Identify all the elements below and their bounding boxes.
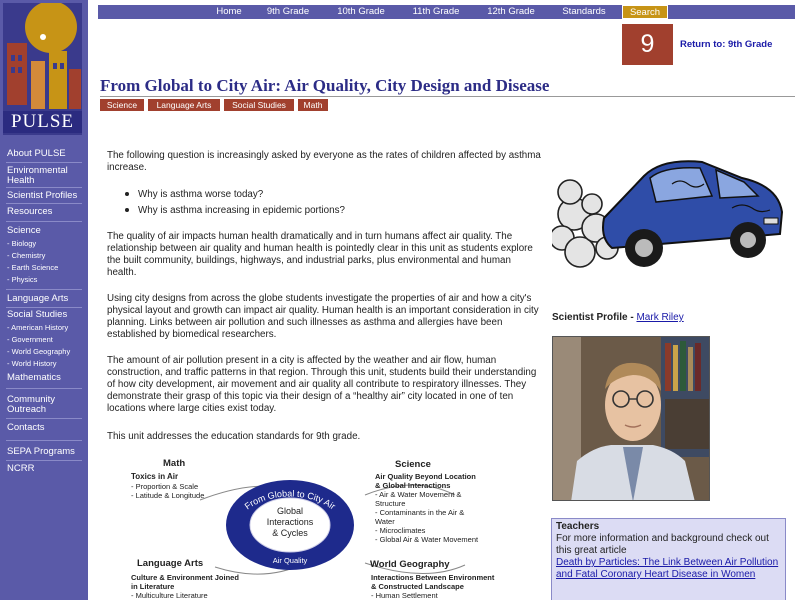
scientist-name-link[interactable]: Mark Riley xyxy=(636,312,684,323)
scientist-photo xyxy=(552,336,710,501)
top-navigation xyxy=(98,5,795,19)
sidebar-divider xyxy=(6,388,82,389)
pulse-logo[interactable] xyxy=(3,3,82,135)
sidebar-link-contacts[interactable]: Contacts xyxy=(7,422,45,433)
body-paragraph-3: The amount of air pollution present in a city is affected by the weather and air flow, human construction, and traffic patterns in that region. Through this unit, students build their understanding of how city development, air movement and air quality all contribute to respiratory illnesses. They demonstrate their grasp of this topic via their design of a “healthy air” city located in one of ten locations where large cities exist today. xyxy=(107,355,537,414)
diagram-science-head: & Global Interactions xyxy=(375,481,451,490)
bullet-text: Why is asthma worse today? xyxy=(138,189,264,200)
diagram-la-item: - Multiculture Literature xyxy=(131,591,208,600)
sidebar-sub-earth-science[interactable]: - Earth Science xyxy=(7,263,59,272)
sidebar-divider xyxy=(6,418,82,419)
sidebar xyxy=(0,0,88,600)
sidebar-link-environmental-health[interactable]: Environmental Health xyxy=(7,165,68,186)
diagram-ring-text: From Global to City Air xyxy=(242,488,338,512)
diagram-ring-bottom: Air Quality xyxy=(272,556,308,565)
unit-concept-diagram xyxy=(125,455,545,600)
teachers-box xyxy=(551,518,786,600)
diagram-science-item: - Contaminants in the Air & xyxy=(375,508,465,517)
diagram-math-item: - Latitude & Longitude xyxy=(131,491,205,500)
body-paragraph-2: Using city designs from across the globe students investigate the properties of air and how a city's physical layout and growth can impact air quality. Human health is an important consideration in city planning. Links between air pollution and such illnesses as asthma and allergies have been established by biomedical researchers. xyxy=(107,293,539,340)
diagram-la-head: Culture & Environment Joined xyxy=(131,573,239,582)
scientist-label-text: Scientist Profile - xyxy=(552,312,637,323)
diagram-la-title: Language Arts xyxy=(137,558,204,569)
sidebar-sub-american-history[interactable]: - American History xyxy=(7,323,69,332)
sidebar-divider xyxy=(6,307,82,308)
diagram-science-item: - Air & Water Movement & xyxy=(375,490,462,499)
diagram-wg-item: - Human Settlement xyxy=(371,591,438,600)
scientist-portrait-icon xyxy=(553,337,710,501)
sidebar-link-sepa-programs[interactable]: SEPA Programs xyxy=(7,446,75,457)
diagram-science-head: Air Quality Beyond Location xyxy=(375,472,476,481)
sidebar-divider xyxy=(6,203,82,204)
sidebar-divider xyxy=(6,221,82,222)
diagram-math-item: - Proportion & Scale xyxy=(131,482,199,491)
sidebar-link-community-outreach[interactable]: Community Outreach xyxy=(7,394,56,415)
nav-11th-grade[interactable]: 11th Grade xyxy=(412,6,460,17)
page-title: From Global to City Air: Air Quality, City Design and Disease xyxy=(100,76,550,95)
sidebar-divider xyxy=(6,289,82,290)
sidebar-sub-world-geography[interactable]: - World Geography xyxy=(7,347,71,356)
sidebar-divider xyxy=(6,187,82,188)
title-divider xyxy=(100,96,795,97)
bullet-item xyxy=(125,205,345,216)
tab-math[interactable]: Math xyxy=(298,99,328,111)
return-to-grade-link[interactable]: Return to: 9th Grade xyxy=(680,39,773,50)
diagram-center-text: & Cycles xyxy=(272,528,308,538)
nav-12th-grade[interactable]: 12th Grade xyxy=(487,6,535,17)
sidebar-divider xyxy=(6,162,82,163)
sidebar-divider xyxy=(6,460,82,461)
sidebar-sub-world-history[interactable]: - World History xyxy=(7,359,57,368)
sidebar-link-about-pulse[interactable]: About PULSE xyxy=(7,148,66,159)
diagram-math-head: Toxics in Air xyxy=(131,472,179,481)
teachers-heading: Teachers xyxy=(556,521,600,532)
diagram-science-item: - Global Air & Water Movement xyxy=(375,535,479,544)
logo-text: PULSE xyxy=(3,111,82,133)
diagram-wg-head: Interactions Between Environment xyxy=(371,573,495,582)
grade-badge: 9 xyxy=(622,24,673,65)
diagram-math-title: Math xyxy=(163,458,186,469)
bullet-text: Why is asthma increasing in epidemic portions? xyxy=(138,205,345,216)
diagram-la-head: in Literature xyxy=(131,582,175,591)
body-paragraph-4: This unit addresses the education standards for 9th grade. xyxy=(107,431,361,442)
tab-language-arts[interactable]: Language Arts xyxy=(148,99,220,111)
nav-home[interactable]: Home xyxy=(216,6,242,17)
diagram-science-item: Structure xyxy=(375,499,406,508)
nav-9th-grade[interactable]: 9th Grade xyxy=(266,6,310,17)
scientist-profile-label xyxy=(552,312,684,323)
tab-social-studies[interactable]: Social Studies xyxy=(224,99,294,111)
body-paragraph-1: The quality of air impacts human health dramatically and in turn humans affect air quality. The relationship between air quality and human health is pointedly clear in this unit as students explore the built community, buildings, highways, and industrial parks, plus environmental and human health. xyxy=(107,231,533,278)
diagram-science-item: - Microclimates xyxy=(375,526,426,535)
sidebar-link-scientist-profiles[interactable]: Scientist Profiles xyxy=(7,190,78,201)
sidebar-link-resources[interactable]: Resources xyxy=(7,206,53,217)
polluting-car-illustration xyxy=(552,148,788,284)
sidebar-link-mathematics[interactable]: Mathematics xyxy=(7,372,61,383)
sidebar-sub-physics[interactable]: - Physics xyxy=(7,275,38,284)
teachers-text: For more information and background check out this great article xyxy=(556,533,769,556)
nav-search[interactable]: Search xyxy=(622,5,668,19)
sidebar-divider xyxy=(6,440,82,441)
sidebar-link-ncrr[interactable]: NCRR xyxy=(7,463,35,474)
teachers-article-link[interactable]: Death by Particles: The Link Between Air Pollution and Fatal Coronary Heart Disease in Women xyxy=(556,557,779,580)
nav-10th-grade[interactable]: 10th Grade xyxy=(337,6,385,17)
diagram-wg-head: & Constructed Landscape xyxy=(371,582,464,591)
nav-standards[interactable]: Standards xyxy=(562,6,606,17)
sidebar-link-social-studies[interactable]: Social Studies xyxy=(7,309,68,320)
sidebar-link-language-arts[interactable]: Language Arts xyxy=(7,293,69,304)
diagram-science-title: Science xyxy=(395,459,431,470)
bullet-item xyxy=(125,189,263,200)
diagram-center-text: Global xyxy=(276,506,304,516)
diagram-center-text: Interactions xyxy=(266,517,314,527)
diagram-science-item: Water xyxy=(375,517,395,526)
diagram-wg-title: World Geography xyxy=(370,559,450,570)
intro-paragraph: The following question is increasingly asked by everyone as the rates of children affected by asthma increase. xyxy=(107,150,541,173)
sidebar-sub-government[interactable]: - Government xyxy=(7,335,53,344)
sidebar-sub-chemistry[interactable]: - Chemistry xyxy=(7,251,46,260)
tab-science[interactable]: Science xyxy=(100,99,144,111)
sidebar-sub-biology[interactable]: - Biology xyxy=(7,239,37,248)
sidebar-link-science[interactable]: Science xyxy=(7,225,41,236)
